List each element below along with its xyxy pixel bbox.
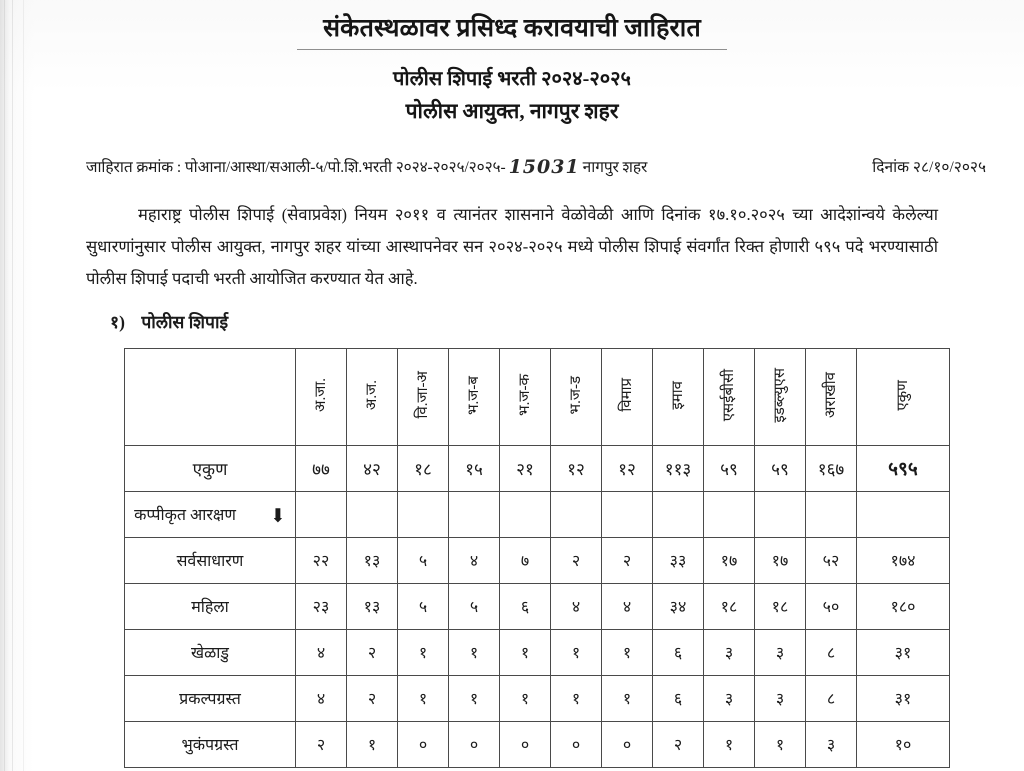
table-cell: २२: [296, 537, 347, 583]
document-subtitle-authority: पोलीस आयुक्त, नागपुर शहर: [405, 99, 619, 123]
table-cell: [398, 491, 449, 537]
table-cell: १: [398, 629, 449, 675]
table-cell: ४२: [347, 445, 398, 491]
table-row-label-text: भुकंपग्रस्त: [181, 737, 239, 755]
table-cell: १८: [704, 583, 755, 629]
table-cell: [602, 491, 653, 537]
table-cell: १७४: [857, 537, 950, 583]
table-cell: १७: [704, 537, 755, 583]
table-column-header: [653, 348, 704, 445]
table-column-header-label: भ.ज-ब: [465, 375, 482, 415]
table-cell: ५: [398, 537, 449, 583]
table-row-label: [125, 445, 296, 491]
table-cell: १: [704, 721, 755, 767]
table-row: [125, 721, 950, 767]
table-cell: १: [602, 629, 653, 675]
table-row: [125, 537, 950, 583]
table-row-label: [125, 491, 296, 537]
table-cell: २: [551, 537, 602, 583]
document-subtitle-recruitment-year: पोलीस शिपाई भरती २०२४-२०२५: [393, 68, 631, 90]
table-column-header: [806, 348, 857, 445]
table-cell: [806, 491, 857, 537]
table-column-header: [602, 348, 653, 445]
table-cell: ५९: [755, 445, 806, 491]
table-cell: ८: [806, 675, 857, 721]
table-cell: ६: [500, 583, 551, 629]
table-row: [125, 491, 950, 537]
table-row-label-text: सर्वसाधारण: [176, 553, 244, 571]
table-cell: ३४: [653, 583, 704, 629]
table-row: [125, 445, 950, 491]
table-cell: १३: [347, 583, 398, 629]
table-column-header-label: एकुण: [894, 379, 911, 411]
table-cell: १२: [551, 445, 602, 491]
table-cell: २१: [500, 445, 551, 491]
table-cell: ४: [296, 629, 347, 675]
table-cell: [449, 491, 500, 537]
table-column-header: [500, 348, 551, 445]
table-row-label-text: कप्पीकृत आरक्षण: [134, 507, 236, 525]
table-cell: ५: [449, 583, 500, 629]
table-column-header: [449, 348, 500, 445]
table-cell: १६७: [806, 445, 857, 491]
table-row-label-text: महिला: [191, 599, 229, 617]
table-cell: १७: [755, 537, 806, 583]
table-cell: २: [296, 721, 347, 767]
title-underline: [297, 49, 727, 50]
table-header: [125, 348, 950, 445]
table-cell: १८०: [857, 583, 950, 629]
table-cell: १५: [449, 445, 500, 491]
table-cell: ०: [449, 721, 500, 767]
table-cell: ०: [551, 721, 602, 767]
table-cell: १: [500, 629, 551, 675]
table-cell: [755, 491, 806, 537]
table-column-header-label: अ.जा.: [312, 378, 329, 412]
table-cell: ३: [704, 629, 755, 675]
table-column-header-label: अ.ज.: [363, 379, 380, 411]
table-column-header: [398, 348, 449, 445]
post-distribution-table-wrapper: [124, 348, 950, 768]
table-cell: ७७: [296, 445, 347, 491]
table-cell: [653, 491, 704, 537]
table-row-label: [125, 583, 296, 629]
table-cell: १: [755, 721, 806, 767]
table-corner-cell: [125, 348, 296, 445]
table-cell: १: [347, 721, 398, 767]
intro-paragraph: महाराष्ट्र पोलीस शिपाई (सेवाप्रवेश) नियम २०११ व त्यानंतर शासनाने वेळोवेळी आणि दिनांक १७.१०.२०२५ च्या आदेशांन्वये केलेल्या सुधारणांनुसार पोलीस आयुक्त, नागपुर शहर यांच्या आस्थापनेवर सन २०२४-२०२५ मध्ये पोलीस शिपाई संवर्गांत रिक्त होणारी ५९५ पदे भरण्यासाठी पोलीस शिपाई पदाची भरती आयोजित करण्यात येत आहे.: [86, 205, 938, 289]
table-cell: १०: [857, 721, 950, 767]
table-cell: [347, 491, 398, 537]
table-row: [125, 675, 950, 721]
table-column-header: [551, 348, 602, 445]
table-cell: ३३: [653, 537, 704, 583]
table-column-header-label: इडब्ल्युएस: [771, 367, 788, 423]
table-cell: १३: [347, 537, 398, 583]
table-column-header: [296, 348, 347, 445]
table-row: [125, 629, 950, 675]
table-column-header-label: वि.जा-अ: [414, 371, 431, 419]
table-cell: ३: [704, 675, 755, 721]
table-body: [125, 445, 950, 767]
table-cell: २: [347, 675, 398, 721]
section-number: १): [110, 311, 125, 332]
section-title: पोलीस शिपाई: [141, 311, 229, 332]
table-cell: १: [500, 675, 551, 721]
table-cell: ५९५: [857, 445, 950, 491]
table-cell: ६: [653, 675, 704, 721]
table-cell: ३१: [857, 629, 950, 675]
table-cell: १२: [602, 445, 653, 491]
table-cell: ३: [755, 629, 806, 675]
table-cell: ३: [806, 721, 857, 767]
table-cell: ४: [602, 583, 653, 629]
table-row-label: [125, 675, 296, 721]
table-column-header: [704, 348, 755, 445]
reference-city-suffix: नागपुर शहर: [582, 159, 648, 176]
document-date: दिनांक २८/१०/२०२५: [872, 159, 986, 176]
table-cell: ६: [653, 629, 704, 675]
table-cell: १८: [398, 445, 449, 491]
table-cell: ११३: [653, 445, 704, 491]
table-cell: [857, 491, 950, 537]
table-column-header-label: अराखीव: [822, 372, 839, 418]
table-cell: १: [551, 675, 602, 721]
table-row-label-text: एकुण: [192, 459, 228, 479]
table-cell: ०: [398, 721, 449, 767]
handwritten-reference-number: 15031: [508, 156, 580, 178]
table-column-header-label: इमाव: [669, 380, 686, 410]
table-cell: १: [551, 629, 602, 675]
table-cell: ५: [398, 583, 449, 629]
table-column-header-label: एसईबीसी: [720, 368, 737, 422]
table-cell: २३: [296, 583, 347, 629]
down-arrow-icon: ⬇: [269, 506, 286, 528]
table-column-header: [347, 348, 398, 445]
table-cell: ४: [551, 583, 602, 629]
table-row-label: [125, 721, 296, 767]
table-cell: १८: [755, 583, 806, 629]
table-cell: ३१: [857, 675, 950, 721]
table-cell: [704, 491, 755, 537]
table-row-label-text: खेळाडु: [191, 645, 229, 663]
document-title: संकेतस्थळावर प्रसिध्द करावयाची जाहिरात: [323, 15, 701, 42]
table-cell: १: [449, 629, 500, 675]
table-column-header: [857, 348, 950, 445]
table-cell: ४: [296, 675, 347, 721]
table-cell: ५९: [704, 445, 755, 491]
table-column-header-label: विमाप्र: [618, 378, 635, 412]
table-header-row: [125, 348, 950, 445]
table-cell: २: [653, 721, 704, 767]
table-cell: १: [602, 675, 653, 721]
reference-line: [0, 155, 1024, 177]
post-distribution-table: [124, 348, 950, 768]
table-cell: ५२: [806, 537, 857, 583]
reference-number-text: जाहिरात क्रमांक : पोआना/आस्था/सआली-५/पो.शि.भरती २०२४-२०२५/२०२५-: [86, 159, 506, 176]
table-cell: २: [602, 537, 653, 583]
table-cell: ०: [602, 721, 653, 767]
table-row-label: [125, 537, 296, 583]
table-cell: ७: [500, 537, 551, 583]
table-cell: [500, 491, 551, 537]
table-row-label: [125, 629, 296, 675]
table-cell: ५०: [806, 583, 857, 629]
table-row: [125, 583, 950, 629]
table-cell: ३: [755, 675, 806, 721]
table-cell: १: [449, 675, 500, 721]
table-cell: ८: [806, 629, 857, 675]
table-cell: [296, 491, 347, 537]
table-column-header: [755, 348, 806, 445]
table-cell: १: [398, 675, 449, 721]
table-cell: ४: [449, 537, 500, 583]
table-cell: ०: [500, 721, 551, 767]
section-heading-police-constable: [110, 310, 1024, 334]
table-column-header-label: भ.ज-ड: [567, 375, 584, 415]
table-column-header-label: भ.ज-क: [516, 374, 533, 416]
table-cell: [551, 491, 602, 537]
table-cell: २: [347, 629, 398, 675]
table-row-label-text: प्रकल्पग्रस्त: [179, 691, 241, 709]
